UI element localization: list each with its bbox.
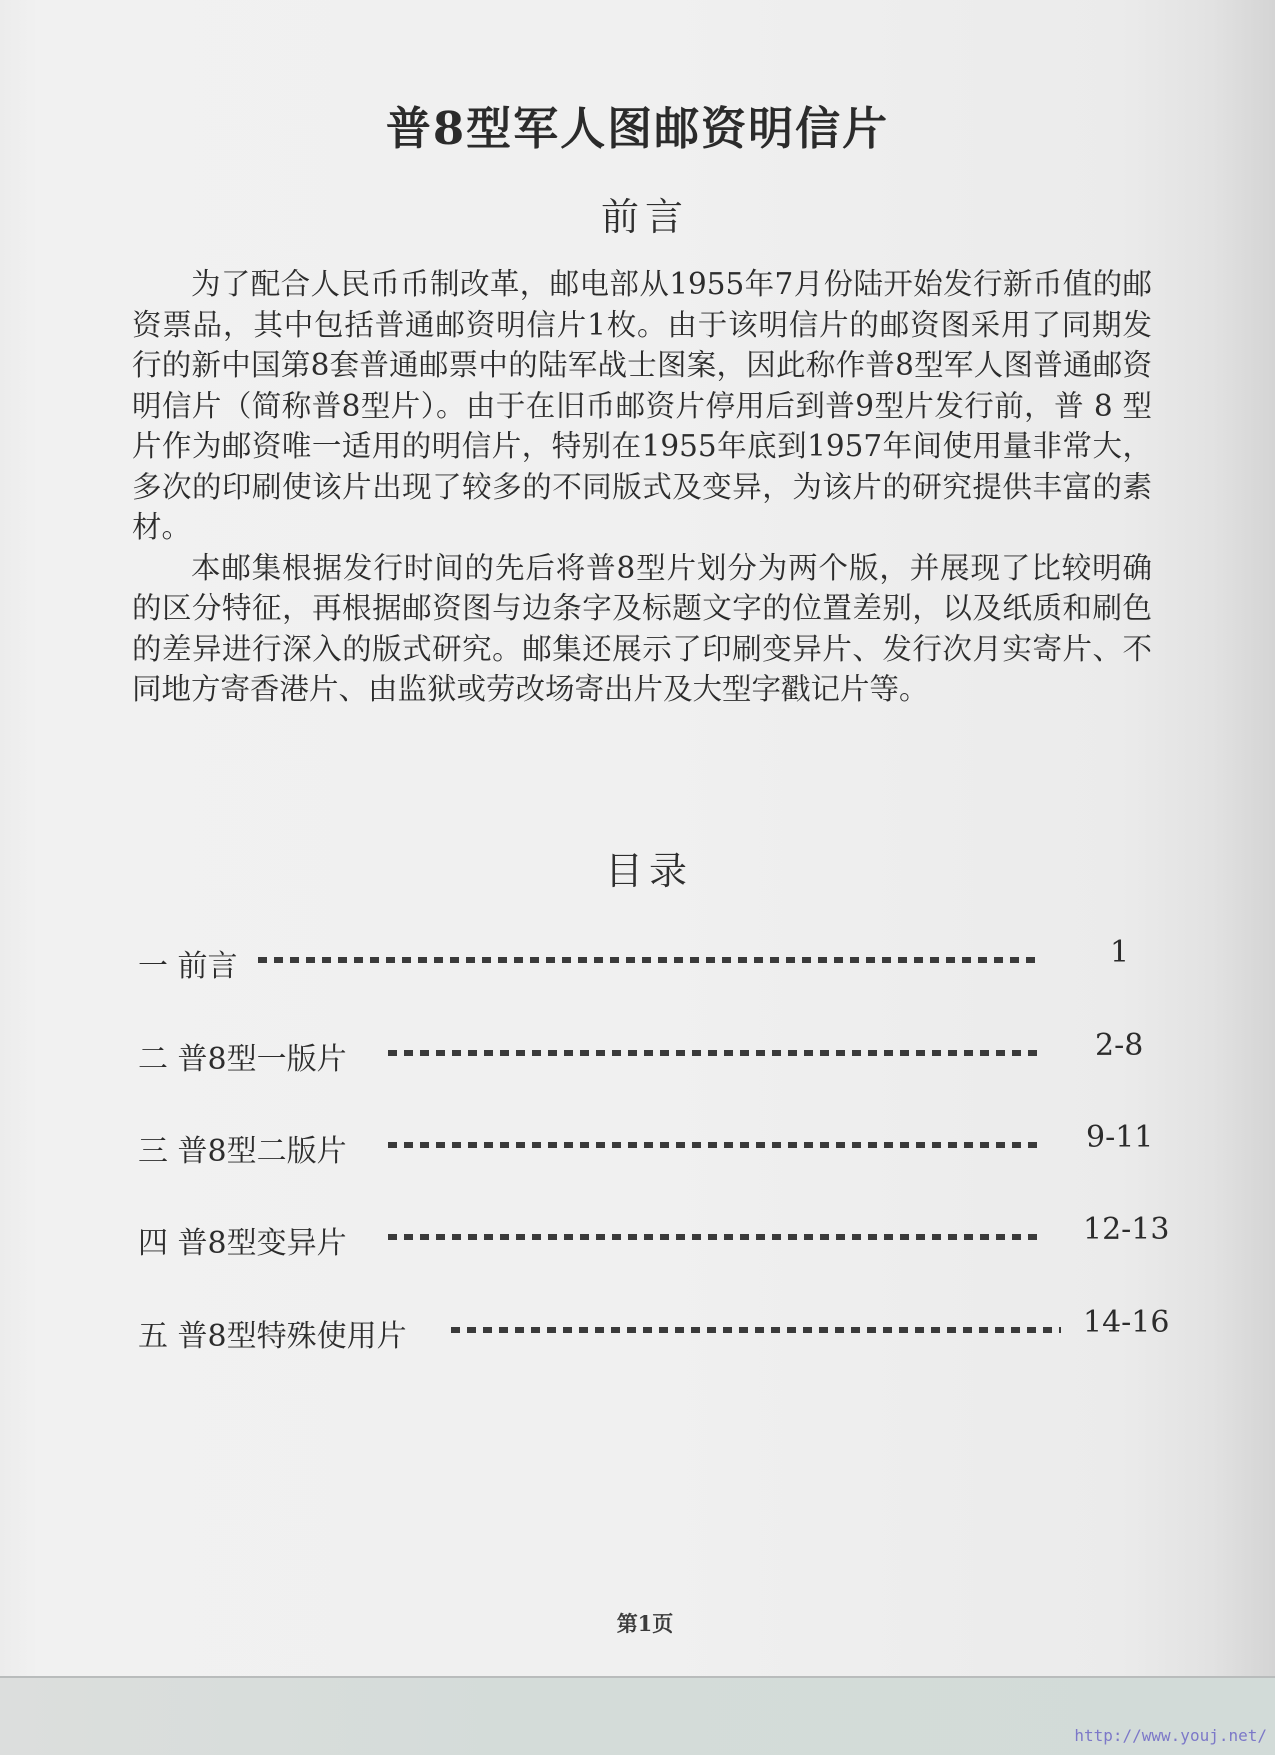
dot-leader xyxy=(388,1142,1040,1148)
toc-entry-number: 三 xyxy=(138,1134,168,1169)
toc-entry-5[interactable] xyxy=(138,1305,1168,1355)
toc-heading: 目录 xyxy=(604,849,693,893)
toc-entry-title: 普8型变异片 xyxy=(177,1226,347,1261)
toc-entry-page: 9-11 xyxy=(1086,1120,1154,1155)
page-title: 普8型军人图邮资明信片 xyxy=(385,102,890,155)
dot-leader xyxy=(451,1327,1061,1333)
toc-entry-title: 普8型二版片 xyxy=(177,1134,347,1169)
watermark-url: http://www.youj.net/ xyxy=(1074,1726,1267,1745)
preface-paragraph-1: 为了配合人民币币制改革，邮电部从1955年7月份陆开始发行新币值的邮资票品，其中包括普通邮资明信片1枚。由于该明信片的邮资图采用了同期发行的新中国第8套普通邮票中的陆军战士图案，因此称作普8型军人图普通邮资明信片（简称普8型片）。由于在旧币邮资片停用后到普9型片发行前，普 8 型片作为邮资唯一适用的明信片，特别在1955年底到1957年间使用量非常大，多次的印刷使该片出现了较多的不同版式及变异，为该片的研究提供丰富的素材。 xyxy=(132,267,1152,544)
toc-entry-label xyxy=(138,941,238,985)
toc-entry-label xyxy=(138,1218,347,1262)
toc-entry-page: 14-16 xyxy=(1083,1305,1170,1340)
toc-entry-2[interactable] xyxy=(138,1028,1168,1078)
preface-body xyxy=(132,264,1152,710)
toc-entry-4[interactable] xyxy=(138,1212,1168,1262)
toc-entry-1[interactable] xyxy=(138,935,1168,985)
toc-entry-number: 四 xyxy=(138,1226,168,1261)
toc-entry-number: 五 xyxy=(138,1319,168,1354)
toc-entry-number: 一 xyxy=(138,949,168,984)
toc-entry-page: 1 xyxy=(1110,935,1130,970)
toc-entry-number: 二 xyxy=(138,1042,168,1077)
dot-leader xyxy=(388,1050,1040,1056)
toc-entry-title: 普8型一版片 xyxy=(177,1042,347,1077)
preface-heading: 前言 xyxy=(600,195,689,239)
dot-leader xyxy=(258,957,1040,963)
preface-paragraph-2: 本邮集根据发行时间的先后将普8型片划分为两个版，并展现了比较明确的区分特征，再根据邮资图与边条字及标题文字的位置差别，以及纸质和刷色的差异进行深入的版式研究。邮集还展示了印刷变异片、发行次月实寄片、不同地方寄香港片、由监狱或劳改场寄出片及大型字戳记片等。 xyxy=(132,550,1152,706)
toc-entry-title: 前言 xyxy=(177,949,238,984)
toc-entry-page: 2-8 xyxy=(1095,1028,1144,1063)
toc-entry-label xyxy=(138,1034,347,1078)
toc-entry-label xyxy=(138,1311,407,1355)
toc-entry-page: 12-13 xyxy=(1083,1212,1170,1247)
page-number: 第1页 xyxy=(616,1611,674,1636)
toc-entry-3[interactable] xyxy=(138,1120,1168,1170)
toc-entry-label xyxy=(138,1126,347,1170)
toc-entry-title: 普8型特殊使用片 xyxy=(177,1319,407,1354)
dot-leader xyxy=(388,1234,1040,1240)
